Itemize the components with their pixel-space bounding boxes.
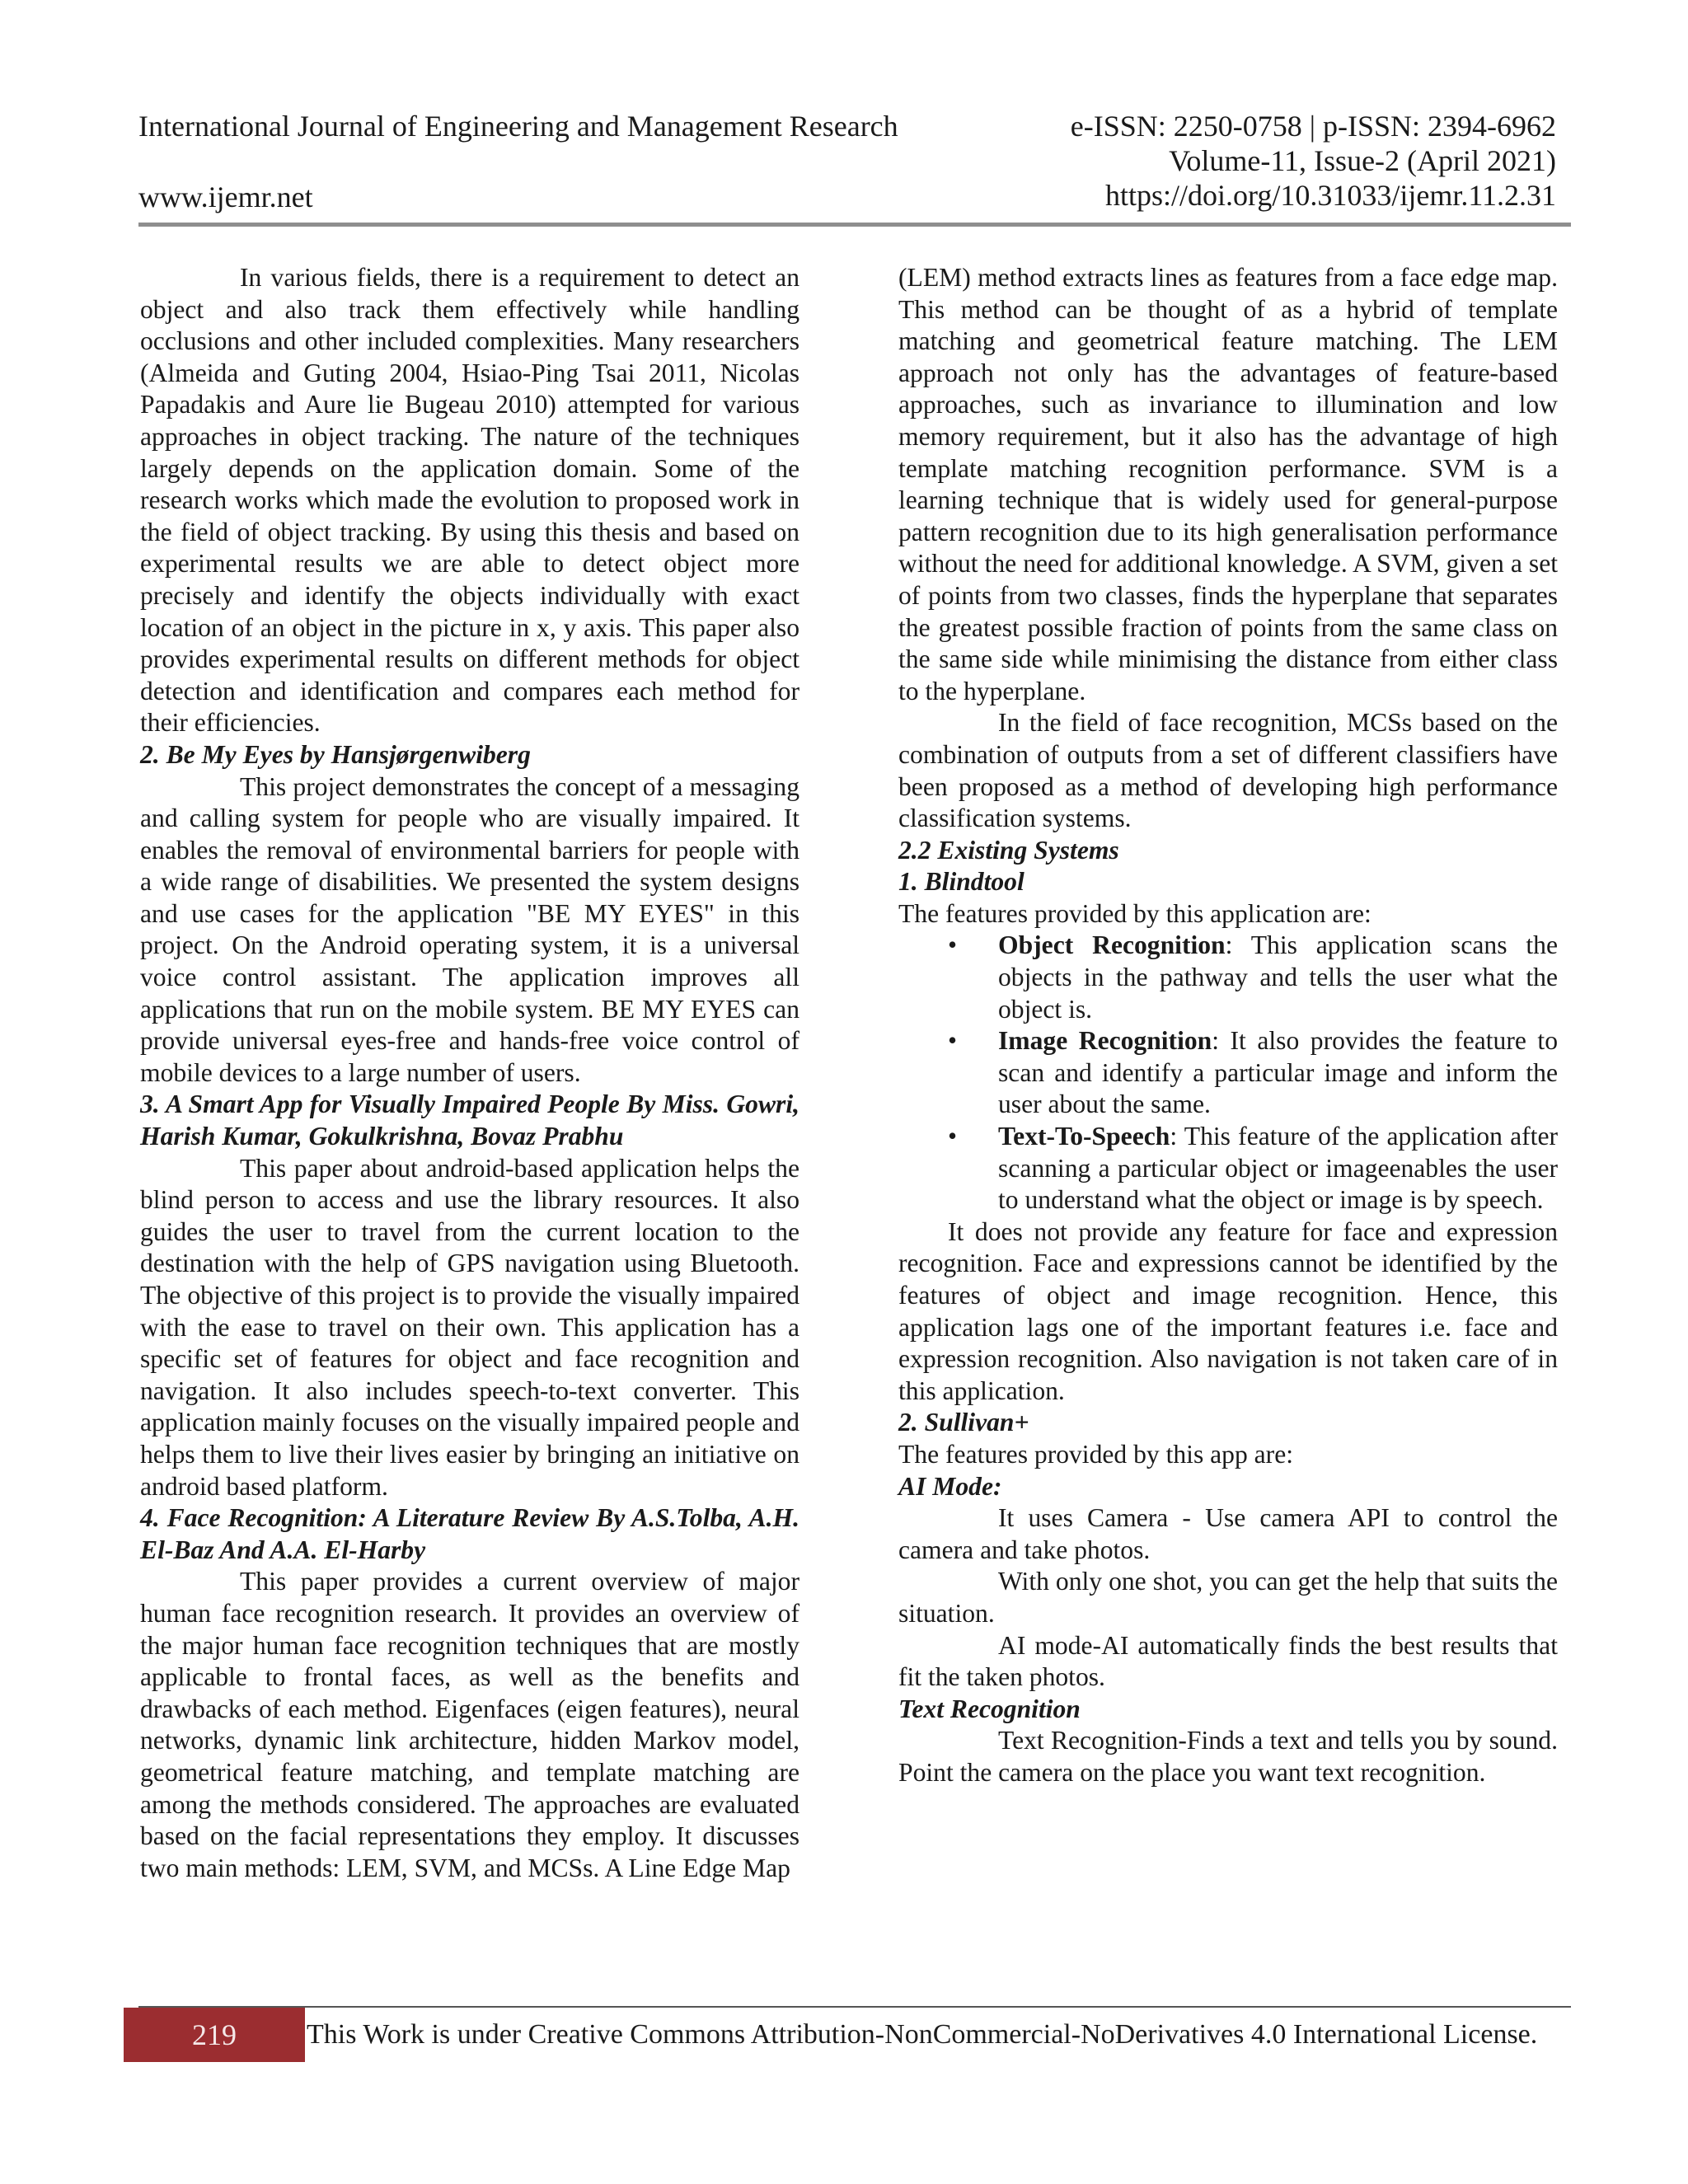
- paragraph: Text Recognition-Finds a text and tells you by sound. Point the camera on the place you want text recognition.: [898, 1726, 1558, 1787]
- feature-term: Object Recognition: [998, 930, 1226, 960]
- section-heading: 3. A Smart App for Visually Impaired People By Miss. Gowri, Harish Kumar, Gokulkrishna, Bovaz Prabhu: [140, 1090, 799, 1151]
- paragraph: (LEM) method extracts lines as features from a face edge map. This method can be thought of as a hybrid of template matching and geometrical feature matching. The LEM approach not only has the advantages of feature-based approaches, such as invariance to illumination and low memory requirement, but it also has the advantage of high template matching recognition performance. SVM is a learning technique that is widely used for general-purpose pattern recognition due to its high generalisation performance without the need for additional knowledge. A SVM, given a set of points from two classes, finds the hyperplane that separates the greatest possible fraction of points from the same class on the same side while minimising the distance from either class to the hyperplane.: [898, 263, 1558, 705]
- feature-text: : It also provides the feature to scan and identify a particular image and inform the user about the same.: [998, 1026, 1558, 1119]
- list-item: [898, 930, 1558, 1025]
- list-item: [898, 1025, 1558, 1121]
- header-divider: [138, 223, 1571, 227]
- left-column: [140, 262, 799, 1884]
- paragraph: In the field of face recognition, MCSs based on the combination of outputs from a set of different classifiers have been proposed as a method of developing high performance classification systems.: [898, 708, 1558, 833]
- paragraph: The features provided by this application are:: [898, 898, 1372, 928]
- paragraph: The features provided by this app are:: [898, 1439, 1293, 1469]
- page-number: 219: [124, 2008, 305, 2062]
- feature-text: : This application scans the objects in the pathway and tells the user what the object is.: [998, 930, 1558, 1024]
- section-heading: 2.2 Existing Systems: [898, 835, 1119, 865]
- website-link[interactable]: www.ijemr.net: [138, 180, 313, 213]
- list-item: [898, 1121, 1558, 1216]
- section-heading: Text Recognition: [898, 1694, 1081, 1723]
- feature-term: Text-To-Speech: [998, 1122, 1170, 1151]
- paragraph: This project demonstrates the concept of a messaging and calling system for people who are visually impaired. It enables the removal of environmental barriers for people with a wide range of disabilities. We presented the system designs and use cases for the application "BE MY EYES" in this project. On the Android operating system, it is a universal voice control assistant. The application improves all applications that run on the mobile system. BE MY EYES can provide universal eyes-free and hands-free voice control of mobile devices to a large number of users.: [140, 771, 799, 1087]
- paragraph: This paper provides a current overview of major human face recognition research. It provides an overview of the major human face recognition techniques that are mostly applicable to frontal faces, as well as the benefits and drawbacks of each method. Eigenfaces (eigen features), neural networks, dynamic link architecture, hidden Markov model, geometrical feature matching, and template matching are among the methods considered. The approaches are evaluated based on the facial representations they employ. It discusses two main methods: LEM, SVM, and MCSs. A Line Edge Map: [140, 1567, 799, 1882]
- header-meta: [1071, 109, 1556, 213]
- right-column: [898, 262, 1558, 1789]
- paragraph: In various fields, there is a requirement to detect an object and also track them effectively while handling occlusions and other included complexities. Many researchers (Almeida and Guting 2004, Hsiao-Ping Tsai 2011, Nicolas Papadakis and Aure lie Bugeau 2010) attempted for various approaches in object tracking. The nature of the techniques largely depends on the application domain. Some of the research works which made the evolution to proposed work in the field of object tracking. By using this thesis and based on experimental results we are able to detect object more precisely and identify the objects individually with exact location of an object in the picture in x, y axis. This paper also provides experimental results on different methods for object detection and identification and compares each method for their efficiencies.: [140, 263, 799, 738]
- feature-list: [898, 930, 1558, 1216]
- feature-term: Image Recognition: [998, 1026, 1212, 1056]
- section-heading: 1. Blindtool: [898, 867, 1025, 897]
- section-heading: 4. Face Recognition: A Literature Review By A.S.Tolba, A.H. El-Baz And A.A. El-Harby: [140, 1503, 799, 1564]
- section-heading: 2. Be My Eyes by Hansjørgenwiberg: [140, 739, 531, 769]
- feature-text: : This feature of the application after scanning a particular object or imageenables the user to understand what the object or image is by speech.: [998, 1122, 1558, 1215]
- paragraph: This paper about android-based application helps the blind person to access and use the library resources. It also guides the user to travel from the current location to the destination with the help of GPS navigation using Bluetooth. The objective of this project is to provide the visually impaired with the ease to travel on their own. This application has a specific set of features for object and face recognition and navigation. It also includes speech-to-text converter. This application mainly focuses on the visually impaired people and helps them to live their lives easier by bringing an initiative on android based platform.: [140, 1153, 799, 1501]
- paragraph: With only one shot, you can get the help that suits the situation.: [898, 1567, 1558, 1628]
- volume-issue: Volume-11, Issue-2 (April 2021): [1169, 144, 1556, 177]
- section-heading: 2. Sullivan+: [898, 1408, 1029, 1437]
- journal-title: International Journal of Engineering and Management Research: [138, 110, 898, 143]
- paragraph: It does not provide any feature for face and expression recognition. Face and expressions cannot be identified by the features of object and image recognition. Hence, this application lags one of the important features i.e. face and expression recognition. Also navigation is not taken care of in this application.: [898, 1216, 1558, 1405]
- section-heading: AI Mode:: [898, 1471, 1002, 1501]
- doi-link[interactable]: https://doi.org/10.31033/ijemr.11.2.31: [1104, 179, 1556, 212]
- license-notice: This Work is under Creative Commons Attribution-NonCommercial-NoDerivatives 4.0 International License.: [307, 2019, 1538, 2050]
- paragraph: AI mode-AI automatically finds the best results that fit the taken photos.: [898, 1630, 1558, 1692]
- paragraph: It uses Camera - Use camera API to control the camera and take photos.: [898, 1503, 1558, 1564]
- issn: e-ISSN: 2250-0758 | p-ISSN: 2394-6962: [1070, 110, 1556, 143]
